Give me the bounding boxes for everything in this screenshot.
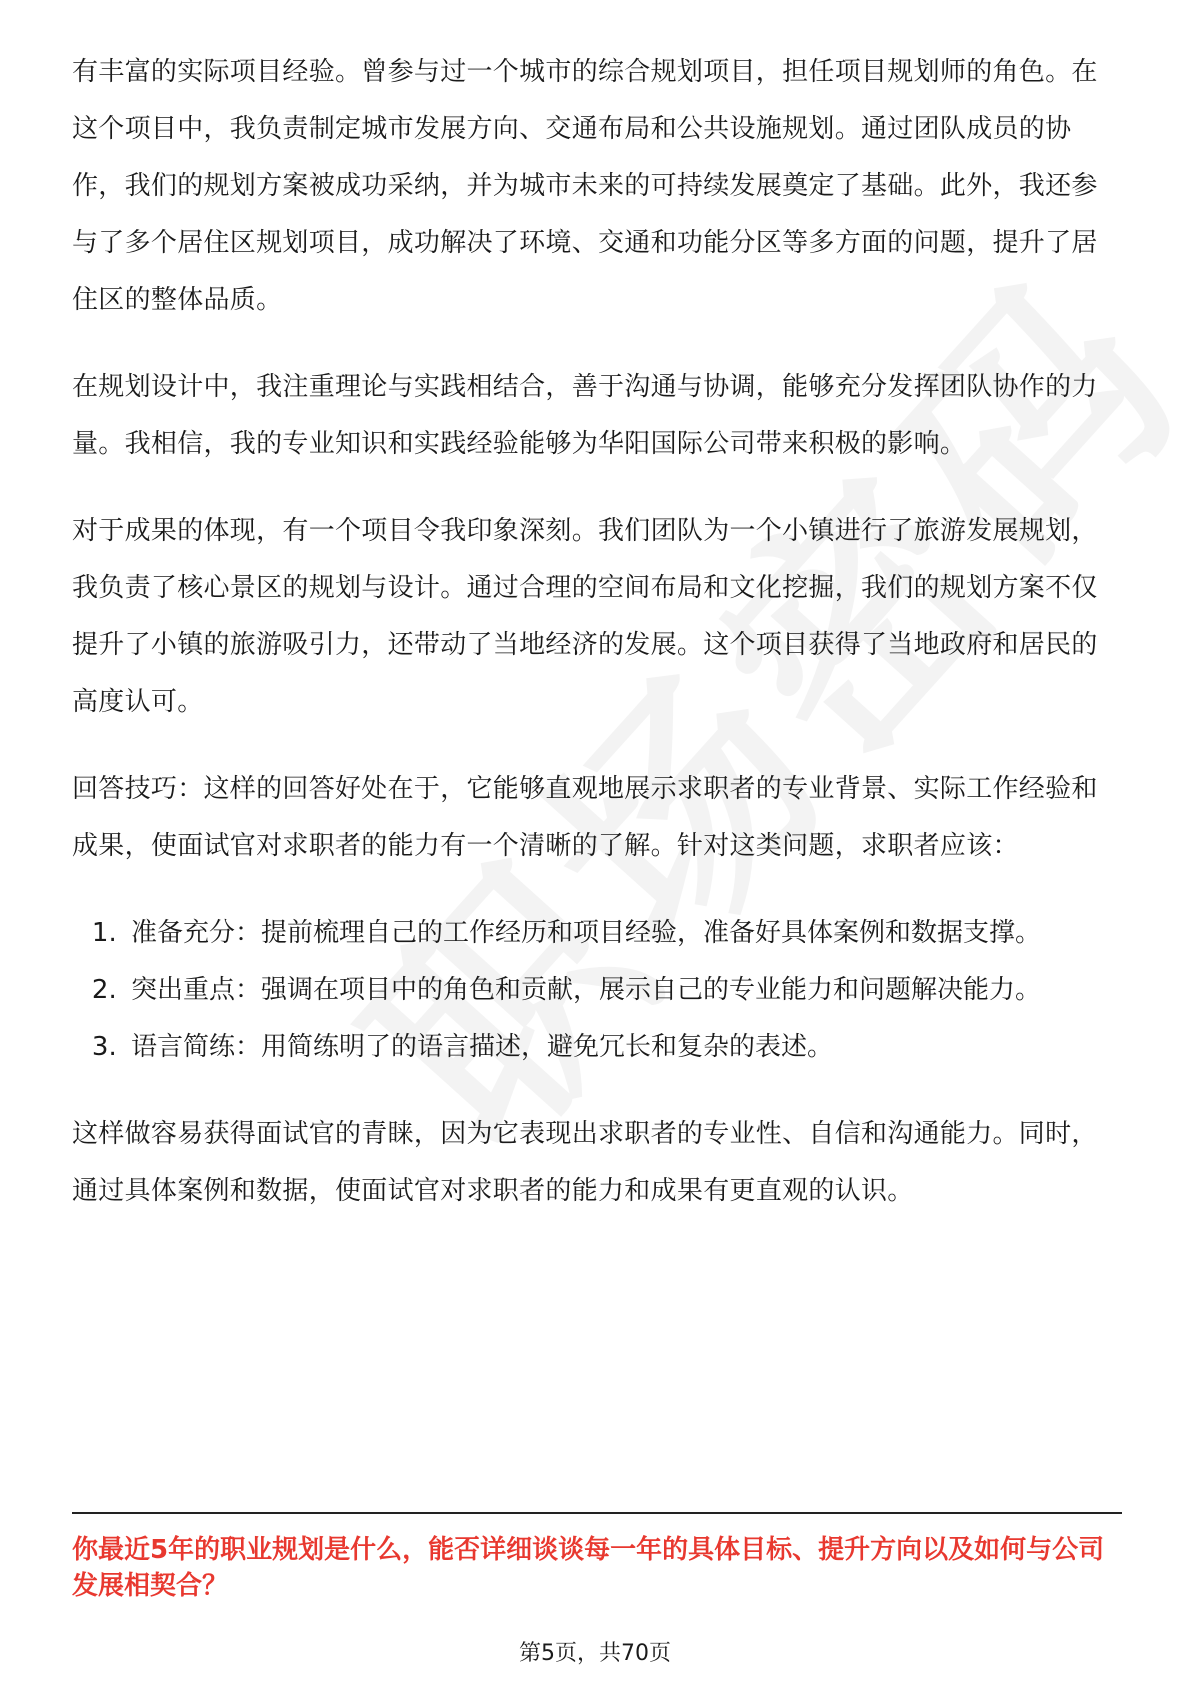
paragraph-achievement: 对于成果的体现，有一个项目令我印象深刻。我们团队为一个小镇进行了旅游发展规划，我负责了核心景区的规划与设计。通过合理的空间布局和文化挖掘，我们的规划方案不仅提升了小镇的旅游吸引力，还带动了当地经济的发展。这个项目获得了当地政府和居民的高度认可。 xyxy=(72,516,1098,717)
section-divider xyxy=(72,1512,1122,1514)
document-body xyxy=(72,44,1122,1250)
tip-item: 2. 突出重点：强调在项目中的角色和贡献，展示自己的专业能力和问题解决能力。 xyxy=(125,962,1122,1019)
page-number: 第5页，共70页 xyxy=(519,1641,671,1666)
paragraph-teamwork: 在规划设计中，我注重理论与实践相结合，善于沟通与协调，能够充分发挥团队协作的力量。我相信，我的专业知识和实践经验能够为华阳国际公司带来积极的影响。 xyxy=(72,372,1098,459)
tips-list xyxy=(72,905,1122,1076)
paragraph-answer-tips: 回答技巧：这样的回答好处在于，它能够直观地展示求职者的专业背景、实际工作经验和成果，使面试官对求职者的能力有一个清晰的了解。针对这类问题，求职者应该： xyxy=(72,774,1098,861)
paragraph-closing: 这样做容易获得面试官的青睐，因为它表现出求职者的专业性、自信和沟通能力。同时，通过具体案例和数据，使面试官对求职者的能力和成果有更直观的认识。 xyxy=(72,1119,1098,1206)
next-question-heading: 你最近5年的职业规划是什么，能否详细谈谈每一年的具体目标、提升方向以及如何与公司发展相契合？ xyxy=(72,1535,1105,1601)
tip-item: 3. 语言简练：用简练明了的语言描述，避免冗长和复杂的表述。 xyxy=(125,1019,1122,1076)
tip-item: 1. 准备充分：提前梳理自己的工作经历和项目经验，准备好具体案例和数据支撑。 xyxy=(125,905,1122,962)
paragraph-project-experience: 有丰富的实际项目经验。曾参与过一个城市的综合规划项目，担任项目规划师的角色。在这个项目中，我负责制定城市发展方向、交通布局和公共设施规划。通过团队成员的协作，我们的规划方案被成功采纳，并为城市未来的可持续发展奠定了基础。此外，我还参与了多个居住区规划项目，成功解决了环境、交通和功能分区等多方面的问题，提升了居住区的整体品质。 xyxy=(72,57,1098,315)
